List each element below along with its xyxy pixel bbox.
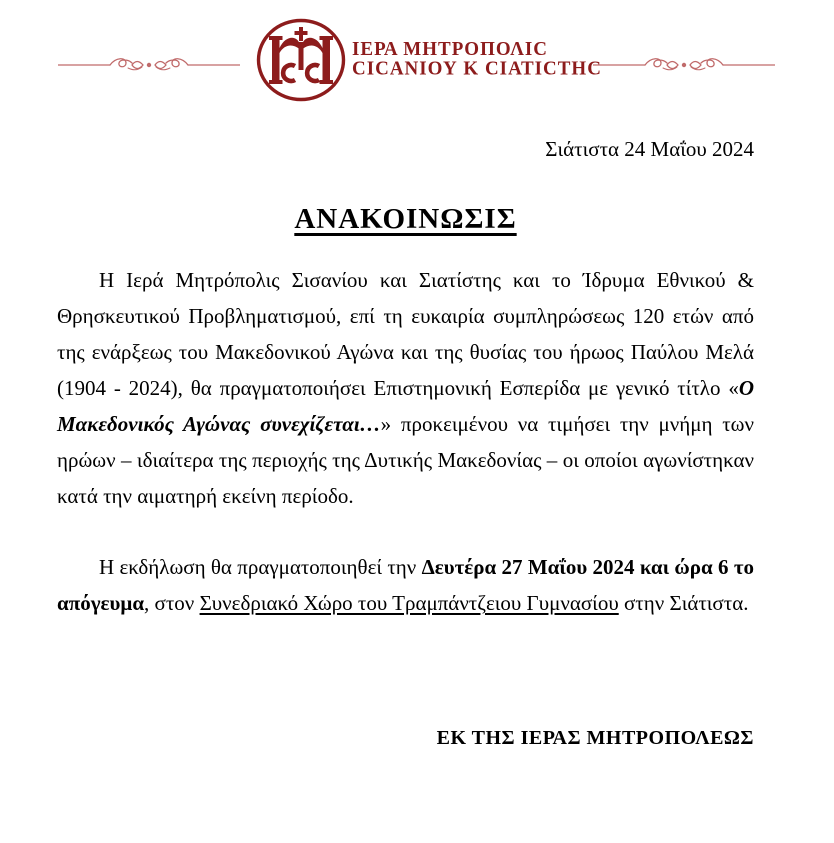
body-paragraph-1 <box>57 262 754 514</box>
page-title-text: ΑΝΑΚΟΙΝΩΣΙΣ <box>294 203 517 235</box>
text-segment-normal: στην Σιάτιστα. <box>618 591 749 615</box>
org-name <box>352 39 602 79</box>
org-name-line2: CΙCΑΝΙΟΥ Κ CΙΑΤΙCΤΗC <box>352 57 602 80</box>
text-segment-b: Δευτέρα 27 Μαΐου 2024 και ώρα 6 το απόγευμα <box>57 555 755 615</box>
text-segment-normal: » προκειμένου να τιμήσει την μνήμη των ηρώων – ιδιαίτερα της περιοχής της Δυτικής Μακεδονίας – οι οποίοι αγωνίστηκαν κατά την αιματηρή εκείνη περίοδο. <box>57 412 754 508</box>
metropolis-seal-logo <box>256 18 346 102</box>
text-segment-u: Συνεδριακό Χώρο του Τραμπάντζειου Γυμνασίου <box>199 591 619 615</box>
org-name-line1: ΙΕΡΑ ΜΗΤΡΟΠΟΛΙC <box>352 37 548 60</box>
flourish-left-icon <box>58 54 240 76</box>
text-segment-normal: , στον <box>144 591 200 615</box>
flourish-right-icon <box>593 54 775 76</box>
page-title <box>57 203 754 236</box>
text-segment-normal: Η Ιερά Μητρόπολις Σισανίου και Σιατίστης και το Ίδρυμα Εθνικού & Θρησκευτικού Προβληματισμού, επί τη ευκαιρία συμπληρώσεως 120 ετών από της ενάρξεως του Μακεδονικού Αγώνα και της θυσίας του ήρωος Παύλου Μελά (1904 - 2024), θα πραγματοποιήσει Επιστημονική Εσπερίδα με γενικό τίτλο « <box>57 268 754 400</box>
letterhead <box>0 0 834 118</box>
text-segment-normal: Η εκδήλωση θα πραγματοποιηθεί την <box>99 555 422 579</box>
text-segment-bi: Ο Μακεδονικός Αγώνας συνεχίζεται… <box>57 376 754 436</box>
body-paragraph-2 <box>57 549 754 621</box>
date-line: Σιάτιστα 24 Μαΐου 2024 <box>545 137 754 161</box>
closing-signature: ΕΚ ΤΗΣ ΙΕΡΑΣ ΜΗΤΡΟΠΟΛΕΩΣ <box>436 727 754 749</box>
